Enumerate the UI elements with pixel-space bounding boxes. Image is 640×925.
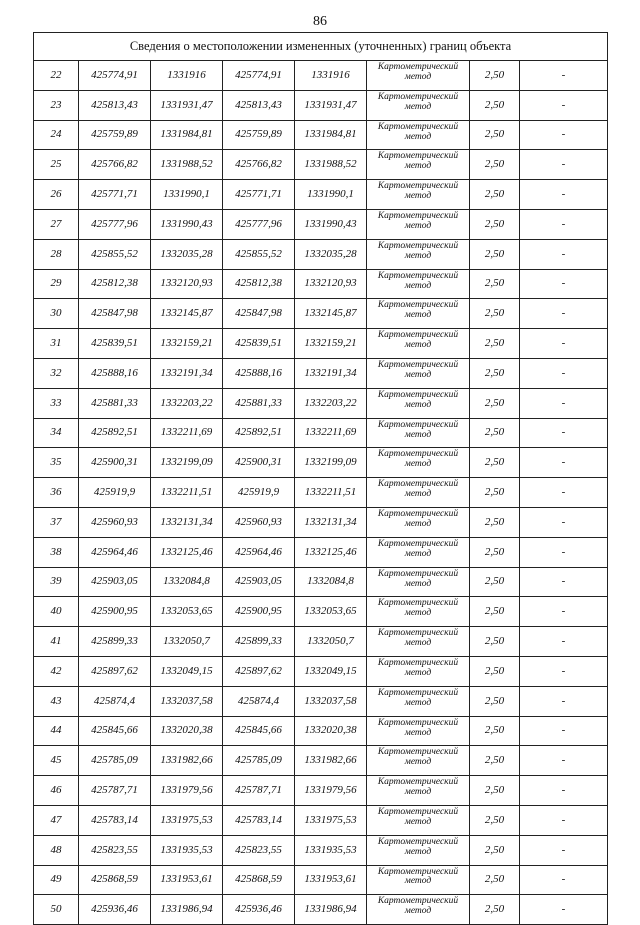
new-y-cell: 1332049,15 bbox=[295, 656, 367, 686]
note-cell: - bbox=[520, 209, 608, 239]
note-cell: - bbox=[520, 418, 608, 448]
new-x-cell: 425919,9 bbox=[223, 478, 295, 508]
method-cell: Картометрический метод bbox=[367, 537, 470, 567]
point-number-cell: 43 bbox=[34, 686, 79, 716]
existing-x-cell: 425888,16 bbox=[79, 358, 151, 388]
boundary-coordinates-table bbox=[33, 32, 608, 925]
point-number-cell: 41 bbox=[34, 627, 79, 657]
method-cell: Картометрический метод bbox=[367, 597, 470, 627]
accuracy-cell: 2,50 bbox=[470, 627, 520, 657]
accuracy-cell: 2,50 bbox=[470, 835, 520, 865]
table-row bbox=[34, 209, 608, 239]
method-cell: Картометрический метод bbox=[367, 835, 470, 865]
method-cell: Картометрический метод bbox=[367, 61, 470, 91]
existing-y-cell: 1332211,51 bbox=[151, 478, 223, 508]
new-y-cell: 1332159,21 bbox=[295, 329, 367, 359]
point-number-cell: 46 bbox=[34, 776, 79, 806]
new-x-cell: 425812,38 bbox=[223, 269, 295, 299]
new-x-cell: 425900,31 bbox=[223, 448, 295, 478]
note-cell: - bbox=[520, 835, 608, 865]
existing-x-cell: 425771,71 bbox=[79, 180, 151, 210]
method-cell: Картометрический метод bbox=[367, 90, 470, 120]
existing-x-cell: 425812,38 bbox=[79, 269, 151, 299]
existing-x-cell: 425960,93 bbox=[79, 507, 151, 537]
note-cell: - bbox=[520, 358, 608, 388]
accuracy-cell: 2,50 bbox=[470, 90, 520, 120]
method-cell: Картометрический метод bbox=[367, 418, 470, 448]
table-row bbox=[34, 776, 608, 806]
note-cell: - bbox=[520, 150, 608, 180]
table-row bbox=[34, 61, 608, 91]
new-x-cell: 425787,71 bbox=[223, 776, 295, 806]
table-row bbox=[34, 686, 608, 716]
method-cell: Картометрический метод bbox=[367, 776, 470, 806]
new-x-cell: 425881,33 bbox=[223, 388, 295, 418]
table-row bbox=[34, 388, 608, 418]
note-cell: - bbox=[520, 656, 608, 686]
accuracy-cell: 2,50 bbox=[470, 656, 520, 686]
accuracy-cell: 2,50 bbox=[470, 537, 520, 567]
new-x-cell: 425900,95 bbox=[223, 597, 295, 627]
existing-x-cell: 425787,71 bbox=[79, 776, 151, 806]
table-row bbox=[34, 120, 608, 150]
accuracy-cell: 2,50 bbox=[470, 299, 520, 329]
point-number-cell: 35 bbox=[34, 448, 79, 478]
accuracy-cell: 2,50 bbox=[470, 716, 520, 746]
existing-y-cell: 1331990,1 bbox=[151, 180, 223, 210]
existing-x-cell: 425847,98 bbox=[79, 299, 151, 329]
new-x-cell: 425936,46 bbox=[223, 895, 295, 925]
method-cell: Картометрический метод bbox=[367, 299, 470, 329]
accuracy-cell: 2,50 bbox=[470, 686, 520, 716]
new-y-cell: 1332037,58 bbox=[295, 686, 367, 716]
table-caption-row bbox=[34, 33, 608, 61]
method-cell: Картометрический метод bbox=[367, 120, 470, 150]
accuracy-cell: 2,50 bbox=[470, 61, 520, 91]
new-x-cell: 425874,4 bbox=[223, 686, 295, 716]
note-cell: - bbox=[520, 448, 608, 478]
note-cell: - bbox=[520, 269, 608, 299]
accuracy-cell: 2,50 bbox=[470, 388, 520, 418]
accuracy-cell: 2,50 bbox=[470, 776, 520, 806]
note-cell: - bbox=[520, 716, 608, 746]
existing-y-cell: 1331916 bbox=[151, 61, 223, 91]
new-x-cell: 425960,93 bbox=[223, 507, 295, 537]
new-x-cell: 425888,16 bbox=[223, 358, 295, 388]
existing-y-cell: 1331975,53 bbox=[151, 805, 223, 835]
existing-y-cell: 1332131,34 bbox=[151, 507, 223, 537]
existing-x-cell: 425964,46 bbox=[79, 537, 151, 567]
note-cell: - bbox=[520, 537, 608, 567]
point-number-cell: 50 bbox=[34, 895, 79, 925]
new-y-cell: 1332211,51 bbox=[295, 478, 367, 508]
existing-x-cell: 425783,14 bbox=[79, 805, 151, 835]
new-y-cell: 1332035,28 bbox=[295, 239, 367, 269]
new-x-cell: 425847,98 bbox=[223, 299, 295, 329]
new-x-cell: 425783,14 bbox=[223, 805, 295, 835]
point-number-cell: 28 bbox=[34, 239, 79, 269]
page-number: 86 bbox=[313, 14, 327, 29]
new-x-cell: 425823,55 bbox=[223, 835, 295, 865]
table-row bbox=[34, 478, 608, 508]
note-cell: - bbox=[520, 180, 608, 210]
existing-y-cell: 1332037,58 bbox=[151, 686, 223, 716]
table-row bbox=[34, 656, 608, 686]
note-cell: - bbox=[520, 507, 608, 537]
new-y-cell: 1332053,65 bbox=[295, 597, 367, 627]
table-row bbox=[34, 865, 608, 895]
new-y-cell: 1332211,69 bbox=[295, 418, 367, 448]
table-row bbox=[34, 180, 608, 210]
table-row bbox=[34, 269, 608, 299]
point-number-cell: 27 bbox=[34, 209, 79, 239]
method-cell: Картометрический метод bbox=[367, 746, 470, 776]
existing-y-cell: 1331984,81 bbox=[151, 120, 223, 150]
accuracy-cell: 2,50 bbox=[470, 209, 520, 239]
existing-y-cell: 1331953,61 bbox=[151, 865, 223, 895]
table-row bbox=[34, 895, 608, 925]
new-y-cell: 1332199,09 bbox=[295, 448, 367, 478]
existing-x-cell: 425897,62 bbox=[79, 656, 151, 686]
existing-x-cell: 425919,9 bbox=[79, 478, 151, 508]
existing-x-cell: 425900,31 bbox=[79, 448, 151, 478]
new-y-cell: 1332203,22 bbox=[295, 388, 367, 418]
existing-y-cell: 1332084,8 bbox=[151, 567, 223, 597]
new-y-cell: 1332120,93 bbox=[295, 269, 367, 299]
table-row bbox=[34, 358, 608, 388]
note-cell: - bbox=[520, 567, 608, 597]
point-number-cell: 36 bbox=[34, 478, 79, 508]
new-x-cell: 425892,51 bbox=[223, 418, 295, 448]
note-cell: - bbox=[520, 61, 608, 91]
note-cell: - bbox=[520, 597, 608, 627]
new-y-cell: 1332145,87 bbox=[295, 299, 367, 329]
new-y-cell: 1331986,94 bbox=[295, 895, 367, 925]
existing-y-cell: 1331979,56 bbox=[151, 776, 223, 806]
existing-x-cell: 425777,96 bbox=[79, 209, 151, 239]
table-row bbox=[34, 150, 608, 180]
existing-x-cell: 425899,33 bbox=[79, 627, 151, 657]
existing-x-cell: 425892,51 bbox=[79, 418, 151, 448]
new-x-cell: 425777,96 bbox=[223, 209, 295, 239]
table-row bbox=[34, 597, 608, 627]
new-y-cell: 1331975,53 bbox=[295, 805, 367, 835]
accuracy-cell: 2,50 bbox=[470, 329, 520, 359]
existing-y-cell: 1332049,15 bbox=[151, 656, 223, 686]
accuracy-cell: 2,50 bbox=[470, 567, 520, 597]
existing-x-cell: 425868,59 bbox=[79, 865, 151, 895]
table-row bbox=[34, 627, 608, 657]
existing-x-cell: 425813,43 bbox=[79, 90, 151, 120]
table-row bbox=[34, 537, 608, 567]
existing-y-cell: 1332203,22 bbox=[151, 388, 223, 418]
table-row bbox=[34, 716, 608, 746]
note-cell: - bbox=[520, 776, 608, 806]
accuracy-cell: 2,50 bbox=[470, 746, 520, 776]
existing-x-cell: 425900,95 bbox=[79, 597, 151, 627]
note-cell: - bbox=[520, 388, 608, 418]
method-cell: Картометрический метод bbox=[367, 805, 470, 835]
point-number-cell: 25 bbox=[34, 150, 79, 180]
method-cell: Картометрический метод bbox=[367, 329, 470, 359]
point-number-cell: 49 bbox=[34, 865, 79, 895]
new-y-cell: 1332125,46 bbox=[295, 537, 367, 567]
existing-y-cell: 1332211,69 bbox=[151, 418, 223, 448]
point-number-cell: 47 bbox=[34, 805, 79, 835]
point-number-cell: 32 bbox=[34, 358, 79, 388]
new-x-cell: 425899,33 bbox=[223, 627, 295, 657]
new-y-cell: 1331988,52 bbox=[295, 150, 367, 180]
note-cell: - bbox=[520, 686, 608, 716]
existing-x-cell: 425903,05 bbox=[79, 567, 151, 597]
existing-x-cell: 425759,89 bbox=[79, 120, 151, 150]
new-y-cell: 1331953,61 bbox=[295, 865, 367, 895]
existing-x-cell: 425855,52 bbox=[79, 239, 151, 269]
new-y-cell: 1332050,7 bbox=[295, 627, 367, 657]
existing-y-cell: 1331986,94 bbox=[151, 895, 223, 925]
new-x-cell: 425813,43 bbox=[223, 90, 295, 120]
new-x-cell: 425785,09 bbox=[223, 746, 295, 776]
point-number-cell: 45 bbox=[34, 746, 79, 776]
new-y-cell: 1331931,47 bbox=[295, 90, 367, 120]
accuracy-cell: 2,50 bbox=[470, 120, 520, 150]
new-x-cell: 425855,52 bbox=[223, 239, 295, 269]
new-y-cell: 1331935,53 bbox=[295, 835, 367, 865]
new-y-cell: 1331916 bbox=[295, 61, 367, 91]
existing-x-cell: 425766,82 bbox=[79, 150, 151, 180]
new-x-cell: 425964,46 bbox=[223, 537, 295, 567]
method-cell: Картометрический метод bbox=[367, 567, 470, 597]
method-cell: Картометрический метод bbox=[367, 478, 470, 508]
table-caption: Сведения о местоположении измененных (уточненных) границ объекта bbox=[34, 33, 608, 61]
note-cell: - bbox=[520, 627, 608, 657]
accuracy-cell: 2,50 bbox=[470, 239, 520, 269]
existing-y-cell: 1332199,09 bbox=[151, 448, 223, 478]
method-cell: Картометрический метод bbox=[367, 507, 470, 537]
point-number-cell: 22 bbox=[34, 61, 79, 91]
accuracy-cell: 2,50 bbox=[470, 478, 520, 508]
existing-y-cell: 1332050,7 bbox=[151, 627, 223, 657]
existing-y-cell: 1331982,66 bbox=[151, 746, 223, 776]
new-y-cell: 1332191,34 bbox=[295, 358, 367, 388]
method-cell: Картометрический метод bbox=[367, 627, 470, 657]
existing-y-cell: 1332053,65 bbox=[151, 597, 223, 627]
note-cell: - bbox=[520, 865, 608, 895]
accuracy-cell: 2,50 bbox=[470, 418, 520, 448]
note-cell: - bbox=[520, 329, 608, 359]
existing-y-cell: 1332120,93 bbox=[151, 269, 223, 299]
note-cell: - bbox=[520, 805, 608, 835]
method-cell: Картометрический метод bbox=[367, 388, 470, 418]
new-y-cell: 1332131,34 bbox=[295, 507, 367, 537]
existing-y-cell: 1331990,43 bbox=[151, 209, 223, 239]
point-number-cell: 44 bbox=[34, 716, 79, 746]
new-x-cell: 425903,05 bbox=[223, 567, 295, 597]
new-x-cell: 425759,89 bbox=[223, 120, 295, 150]
accuracy-cell: 2,50 bbox=[470, 805, 520, 835]
table-row bbox=[34, 805, 608, 835]
table-row bbox=[34, 507, 608, 537]
accuracy-cell: 2,50 bbox=[470, 597, 520, 627]
table-row bbox=[34, 746, 608, 776]
point-number-cell: 33 bbox=[34, 388, 79, 418]
method-cell: Картометрический метод bbox=[367, 239, 470, 269]
existing-x-cell: 425881,33 bbox=[79, 388, 151, 418]
table-row bbox=[34, 835, 608, 865]
method-cell: Картометрический метод bbox=[367, 716, 470, 746]
accuracy-cell: 2,50 bbox=[470, 448, 520, 478]
accuracy-cell: 2,50 bbox=[470, 358, 520, 388]
new-y-cell: 1331990,1 bbox=[295, 180, 367, 210]
new-x-cell: 425774,91 bbox=[223, 61, 295, 91]
accuracy-cell: 2,50 bbox=[470, 895, 520, 925]
new-y-cell: 1332020,38 bbox=[295, 716, 367, 746]
point-number-cell: 26 bbox=[34, 180, 79, 210]
table-row bbox=[34, 418, 608, 448]
table-row bbox=[34, 448, 608, 478]
method-cell: Картометрический метод bbox=[367, 209, 470, 239]
point-number-cell: 24 bbox=[34, 120, 79, 150]
new-x-cell: 425839,51 bbox=[223, 329, 295, 359]
existing-y-cell: 1332035,28 bbox=[151, 239, 223, 269]
method-cell: Картометрический метод bbox=[367, 180, 470, 210]
point-number-cell: 39 bbox=[34, 567, 79, 597]
table-row bbox=[34, 90, 608, 120]
new-x-cell: 425766,82 bbox=[223, 150, 295, 180]
method-cell: Картометрический метод bbox=[367, 358, 470, 388]
existing-y-cell: 1332159,21 bbox=[151, 329, 223, 359]
new-x-cell: 425845,66 bbox=[223, 716, 295, 746]
note-cell: - bbox=[520, 239, 608, 269]
accuracy-cell: 2,50 bbox=[470, 150, 520, 180]
point-number-cell: 34 bbox=[34, 418, 79, 448]
accuracy-cell: 2,50 bbox=[470, 865, 520, 895]
existing-y-cell: 1332020,38 bbox=[151, 716, 223, 746]
note-cell: - bbox=[520, 90, 608, 120]
new-y-cell: 1331979,56 bbox=[295, 776, 367, 806]
table-row bbox=[34, 239, 608, 269]
table-row bbox=[34, 567, 608, 597]
method-cell: Картометрический метод bbox=[367, 686, 470, 716]
existing-x-cell: 425774,91 bbox=[79, 61, 151, 91]
note-cell: - bbox=[520, 895, 608, 925]
point-number-cell: 31 bbox=[34, 329, 79, 359]
method-cell: Картометрический метод bbox=[367, 865, 470, 895]
existing-y-cell: 1331988,52 bbox=[151, 150, 223, 180]
accuracy-cell: 2,50 bbox=[470, 269, 520, 299]
method-cell: Картометрический метод bbox=[367, 656, 470, 686]
existing-y-cell: 1332191,34 bbox=[151, 358, 223, 388]
method-cell: Картометрический метод bbox=[367, 269, 470, 299]
table-row bbox=[34, 299, 608, 329]
existing-x-cell: 425936,46 bbox=[79, 895, 151, 925]
new-y-cell: 1331990,43 bbox=[295, 209, 367, 239]
accuracy-cell: 2,50 bbox=[470, 507, 520, 537]
existing-x-cell: 425839,51 bbox=[79, 329, 151, 359]
method-cell: Картометрический метод bbox=[367, 150, 470, 180]
point-number-cell: 30 bbox=[34, 299, 79, 329]
existing-x-cell: 425845,66 bbox=[79, 716, 151, 746]
note-cell: - bbox=[520, 478, 608, 508]
point-number-cell: 37 bbox=[34, 507, 79, 537]
point-number-cell: 23 bbox=[34, 90, 79, 120]
note-cell: - bbox=[520, 120, 608, 150]
existing-x-cell: 425785,09 bbox=[79, 746, 151, 776]
existing-y-cell: 1331935,53 bbox=[151, 835, 223, 865]
point-number-cell: 40 bbox=[34, 597, 79, 627]
existing-y-cell: 1332125,46 bbox=[151, 537, 223, 567]
point-number-cell: 48 bbox=[34, 835, 79, 865]
new-x-cell: 425897,62 bbox=[223, 656, 295, 686]
existing-y-cell: 1331931,47 bbox=[151, 90, 223, 120]
new-y-cell: 1332084,8 bbox=[295, 567, 367, 597]
new-x-cell: 425771,71 bbox=[223, 180, 295, 210]
new-y-cell: 1331984,81 bbox=[295, 120, 367, 150]
table-row bbox=[34, 329, 608, 359]
existing-x-cell: 425874,4 bbox=[79, 686, 151, 716]
accuracy-cell: 2,50 bbox=[470, 180, 520, 210]
existing-y-cell: 1332145,87 bbox=[151, 299, 223, 329]
method-cell: Картометрический метод bbox=[367, 448, 470, 478]
point-number-cell: 38 bbox=[34, 537, 79, 567]
point-number-cell: 42 bbox=[34, 656, 79, 686]
point-number-cell: 29 bbox=[34, 269, 79, 299]
note-cell: - bbox=[520, 299, 608, 329]
note-cell: - bbox=[520, 746, 608, 776]
new-y-cell: 1331982,66 bbox=[295, 746, 367, 776]
new-x-cell: 425868,59 bbox=[223, 865, 295, 895]
method-cell: Картометрический метод bbox=[367, 895, 470, 925]
existing-x-cell: 425823,55 bbox=[79, 835, 151, 865]
